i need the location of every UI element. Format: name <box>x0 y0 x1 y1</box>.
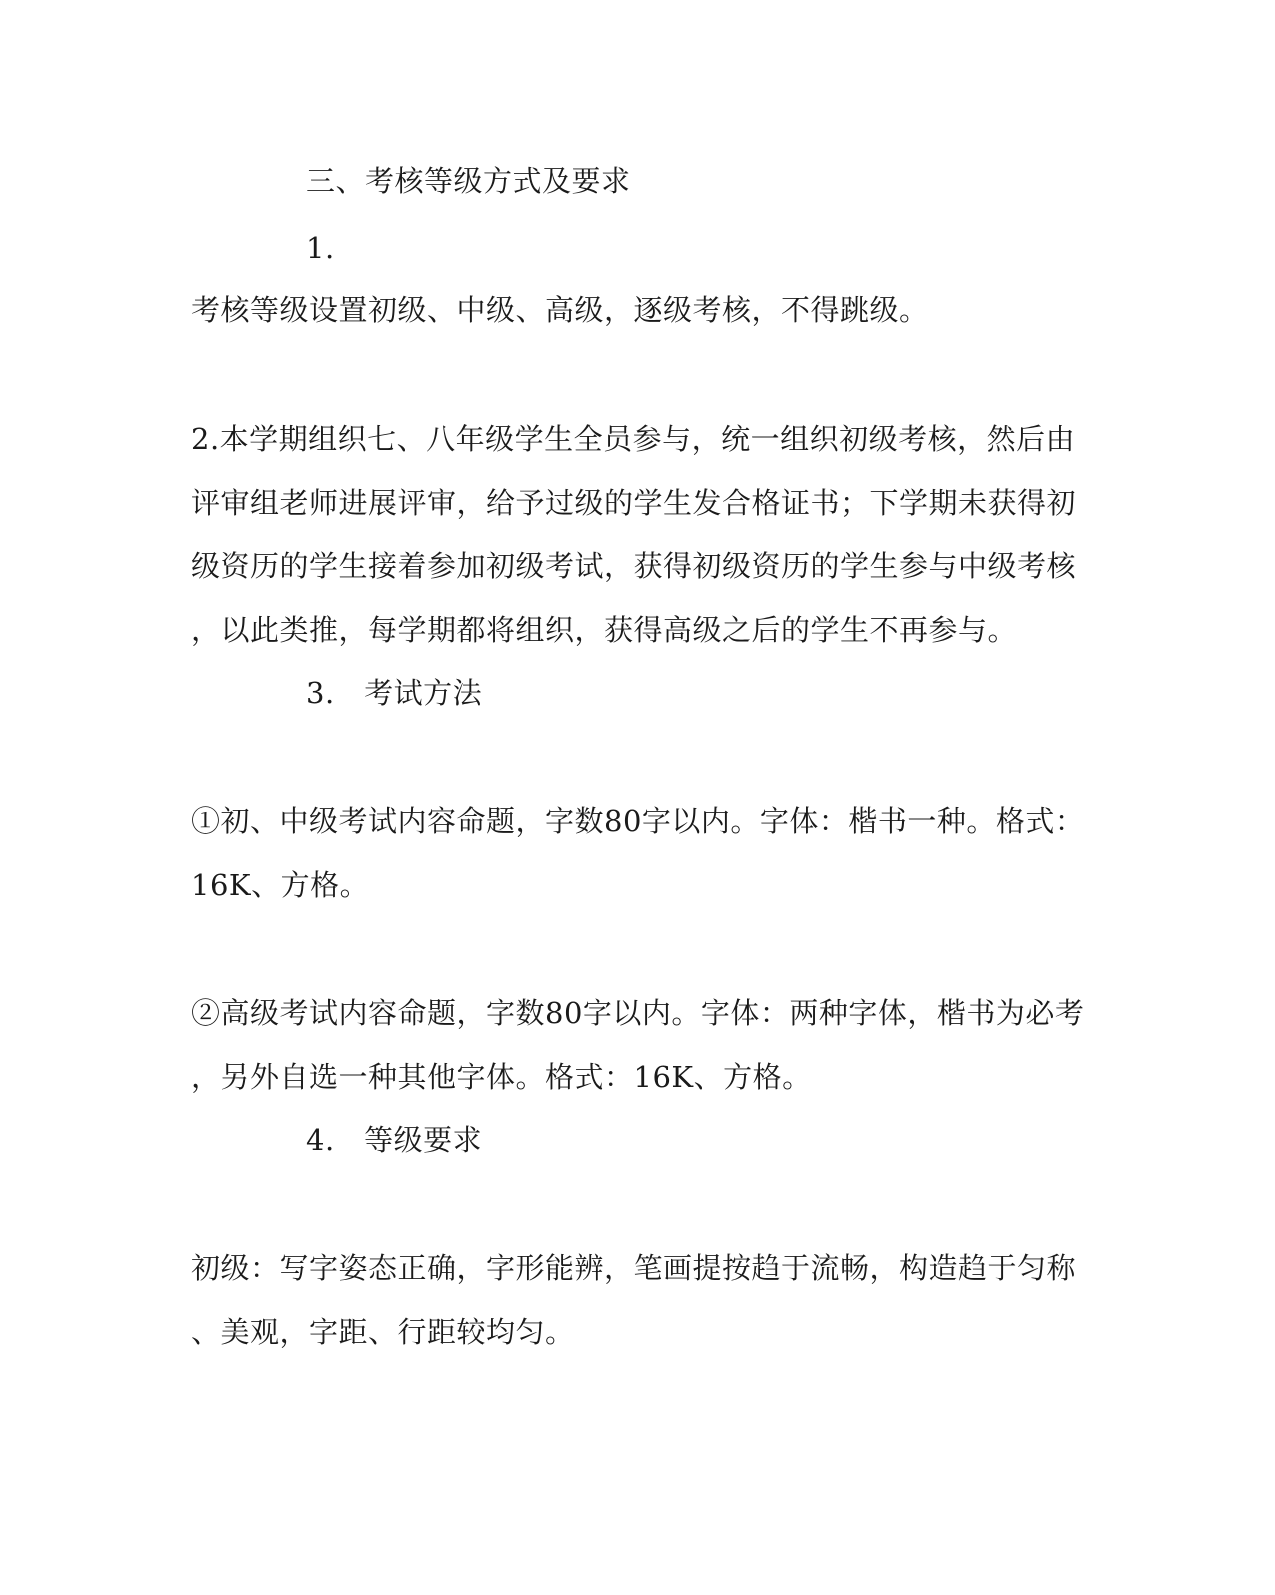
item-2-line-2: 评审组老师进展评审，给予过级的学生发合格证书；下学期未获得初 <box>191 486 1077 520</box>
item-3-point-1-line-1: ①初、中级考试内容命题，字数80字以内。字体：楷书一种。格式： <box>191 804 1085 838</box>
section-heading: 三、考核等级方式及要求 <box>306 164 631 198</box>
item-2-line-4: ，以此类推，每学期都将组织，获得高级之后的学生不再参与。 <box>191 613 1018 647</box>
item-3-point-2-line-2: ，另外自选一种其他字体。格式：16K、方格。 <box>191 1060 812 1094</box>
item-2-line-3: 级资历的学生接着参加初级考试，获得初级资历的学生参与中级考核 <box>191 549 1077 583</box>
item-1-number: 1. <box>306 231 335 265</box>
item-4-primary-line-1: 初级：写字姿态正确，字形能辨，笔画提按趋于流畅，构造趋于匀称 <box>191 1251 1077 1285</box>
item-4-heading: 4. 等级要求 <box>306 1123 483 1157</box>
item-1-text: 考核等级设置初级、中级、高级，逐级考核，不得跳级。 <box>191 293 929 327</box>
item-4-primary-line-2: 、美观，字距、行距较均匀。 <box>191 1315 575 1349</box>
item-2-line-1: 2.本学期组织七、八年级学生全员参与，统一组织初级考核，然后由 <box>191 422 1076 456</box>
item-3-point-2-line-1: ②高级考试内容命题，字数80字以内。字体：两种字体，楷书为必考 <box>191 996 1085 1030</box>
item-3-heading: 3. 考试方法 <box>306 676 483 710</box>
item-3-point-1-line-2: 16K、方格。 <box>191 868 370 902</box>
